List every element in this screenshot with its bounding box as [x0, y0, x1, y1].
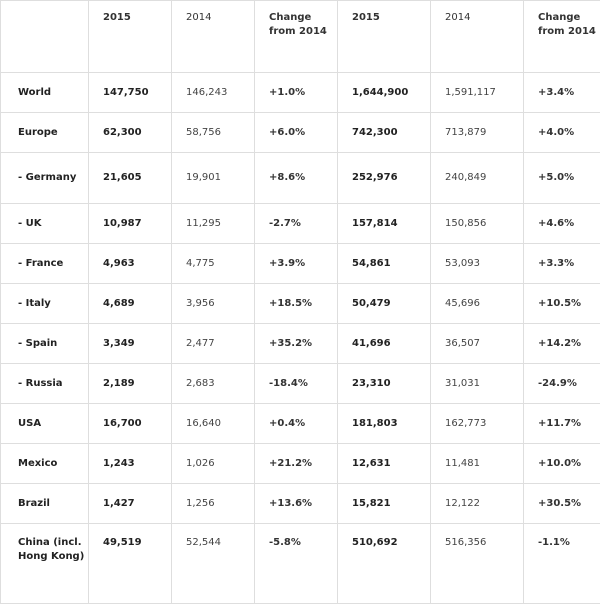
world-2015-cell: 54,861 [338, 244, 431, 284]
change-cell: +21.2% [255, 444, 338, 484]
country-cell: - Italy [1, 284, 89, 324]
world-change-cell: +30.5% [524, 484, 600, 524]
world-2014-cell: 11,481 [431, 444, 524, 484]
world-change-cell: +10.5% [524, 284, 600, 324]
value-2015-cell: 1,427 [89, 484, 172, 524]
world-change-cell: +4.6% [524, 204, 600, 244]
table-row [1, 484, 600, 524]
world-2014-cell: 31,031 [431, 364, 524, 404]
country-cell: - Spain [1, 324, 89, 364]
value-2015-cell: 147,750 [89, 73, 172, 113]
table-row [1, 364, 600, 404]
world-2014-cell: 713,879 [431, 113, 524, 153]
header-change: Change from 2014 [255, 1, 338, 73]
table-row [1, 524, 600, 604]
world-2014-cell: 162,773 [431, 404, 524, 444]
value-2014-cell: 52,544 [172, 524, 255, 604]
header-2014-world: 2014 [431, 1, 524, 73]
table-row [1, 244, 600, 284]
country-cell: - Germany [1, 153, 89, 204]
country-cell: Mexico [1, 444, 89, 484]
value-2015-cell: 3,349 [89, 324, 172, 364]
header-change-world: Change from 2014 [524, 1, 600, 73]
country-cell: USA [1, 404, 89, 444]
value-2014-cell: 3,956 [172, 284, 255, 324]
country-cell: World [1, 73, 89, 113]
value-2015-cell: 1,243 [89, 444, 172, 484]
change-cell: +35.2% [255, 324, 338, 364]
value-2014-cell: 11,295 [172, 204, 255, 244]
change-cell: +0.4% [255, 404, 338, 444]
world-2014-cell: 240,849 [431, 153, 524, 204]
world-change-cell: -24.9% [524, 364, 600, 404]
table-row [1, 284, 600, 324]
change-cell: +1.0% [255, 73, 338, 113]
change-cell: -18.4% [255, 364, 338, 404]
world-2015-cell: 252,976 [338, 153, 431, 204]
country-cell: Europe [1, 113, 89, 153]
world-2015-cell: 50,479 [338, 284, 431, 324]
world-change-cell: +4.0% [524, 113, 600, 153]
world-2014-cell: 45,696 [431, 284, 524, 324]
value-2015-cell: 10,987 [89, 204, 172, 244]
value-2014-cell: 2,683 [172, 364, 255, 404]
world-2014-cell: 12,122 [431, 484, 524, 524]
world-change-cell: +3.3% [524, 244, 600, 284]
world-2015-cell: 181,803 [338, 404, 431, 444]
value-2014-cell: 146,243 [172, 73, 255, 113]
header-2015-world: 2015 [338, 1, 431, 73]
world-2015-cell: 1,644,900 [338, 73, 431, 113]
value-2015-cell: 21,605 [89, 153, 172, 204]
world-change-cell: +3.4% [524, 73, 600, 113]
world-2014-cell: 53,093 [431, 244, 524, 284]
value-2014-cell: 1,026 [172, 444, 255, 484]
world-2014-cell: 516,356 [431, 524, 524, 604]
change-cell: -5.8% [255, 524, 338, 604]
world-change-cell: +5.0% [524, 153, 600, 204]
world-2015-cell: 742,300 [338, 113, 431, 153]
value-2015-cell: 2,189 [89, 364, 172, 404]
table-row [1, 404, 600, 444]
change-cell: +18.5% [255, 284, 338, 324]
world-2014-cell: 150,856 [431, 204, 524, 244]
world-2014-cell: 1,591,117 [431, 73, 524, 113]
header-country [1, 1, 89, 73]
table-row [1, 204, 600, 244]
value-2014-cell: 16,640 [172, 404, 255, 444]
world-2015-cell: 23,310 [338, 364, 431, 404]
value-2015-cell: 4,963 [89, 244, 172, 284]
header-2015: 2015 [89, 1, 172, 73]
table-row [1, 73, 600, 113]
table-row [1, 324, 600, 364]
world-change-cell: +14.2% [524, 324, 600, 364]
country-cell: - France [1, 244, 89, 284]
world-2015-cell: 15,821 [338, 484, 431, 524]
change-cell: +3.9% [255, 244, 338, 284]
country-cell: Brazil [1, 484, 89, 524]
change-cell: +8.6% [255, 153, 338, 204]
world-2014-cell: 36,507 [431, 324, 524, 364]
table-row [1, 153, 600, 204]
world-2015-cell: 510,692 [338, 524, 431, 604]
value-2014-cell: 1,256 [172, 484, 255, 524]
country-cell: China (incl. Hong Kong) [1, 524, 89, 604]
country-cell: - Russia [1, 364, 89, 404]
world-2015-cell: 41,696 [338, 324, 431, 364]
value-2015-cell: 4,689 [89, 284, 172, 324]
table-row [1, 444, 600, 484]
change-cell: +13.6% [255, 484, 338, 524]
value-2014-cell: 19,901 [172, 153, 255, 204]
change-cell: -2.7% [255, 204, 338, 244]
value-2015-cell: 49,519 [89, 524, 172, 604]
value-2014-cell: 4,775 [172, 244, 255, 284]
header-2014: 2014 [172, 1, 255, 73]
world-change-cell: +11.7% [524, 404, 600, 444]
value-2015-cell: 62,300 [89, 113, 172, 153]
world-2015-cell: 157,814 [338, 204, 431, 244]
value-2015-cell: 16,700 [89, 404, 172, 444]
world-change-cell: +10.0% [524, 444, 600, 484]
change-cell: +6.0% [255, 113, 338, 153]
header-row [1, 1, 600, 73]
table-row [1, 113, 600, 153]
world-change-cell: -1.1% [524, 524, 600, 604]
world-2015-cell: 12,631 [338, 444, 431, 484]
country-cell: - UK [1, 204, 89, 244]
value-2014-cell: 58,756 [172, 113, 255, 153]
value-2014-cell: 2,477 [172, 324, 255, 364]
